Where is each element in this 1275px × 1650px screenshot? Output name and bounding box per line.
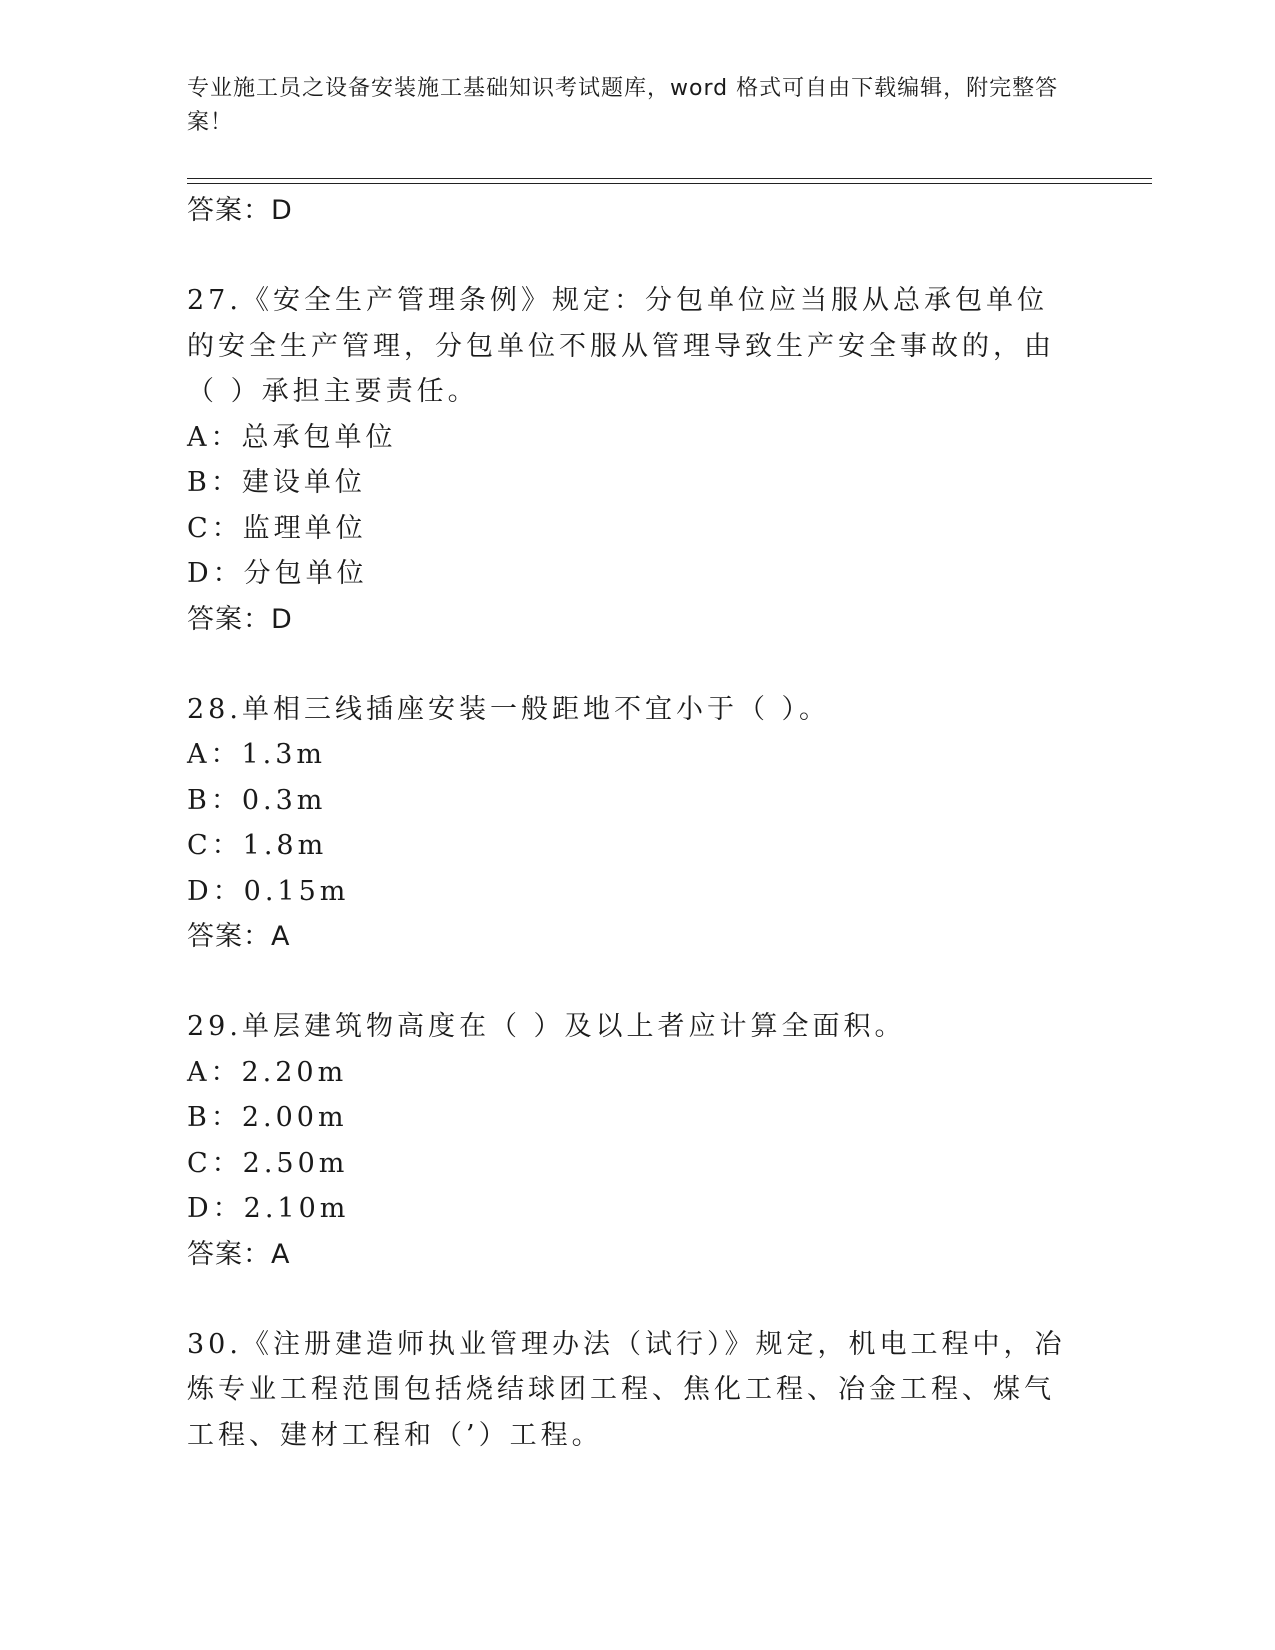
option-c: C：监理单位 — [187, 512, 367, 544]
option-a: A：1.3m — [187, 739, 327, 770]
answer-line: 答案：A — [187, 921, 291, 952]
header-rule-bottom — [187, 183, 1152, 184]
option-b: B：0.3m — [187, 784, 327, 816]
page-header: 专业施工员之设备安装施工基础知识考试题库，word 格式可自由下载编辑，附完整答案！ — [187, 76, 1059, 135]
option-d: D：分包单位 — [187, 558, 368, 589]
option-c: C：2.50m — [187, 1147, 349, 1179]
answer-line: 答案：D — [187, 603, 293, 635]
question-item — [187, 1004, 1087, 1278]
question-stem: 27.《安全生产管理条例》规定：分包单位应当服从总承包单位的安全生产管理，分包单位不服从管理导致生产安全事故的，由（ ）承担主要责任。 — [187, 285, 1055, 407]
answer-line: 答案：A — [187, 1238, 291, 1270]
option-b: B：2.00m — [187, 1102, 348, 1133]
option-a: A：2.20m — [187, 1056, 348, 1088]
header-rule-top — [187, 178, 1152, 179]
question-list — [187, 188, 1087, 1458]
question-stem: 28.单相三线插座安装一般距地不宜小于（ ）。 — [187, 693, 831, 725]
option-b: B：建设单位 — [187, 467, 366, 498]
question-item — [187, 687, 1087, 961]
question-item — [187, 278, 1087, 643]
question-stem: 30.《注册建造师执业管理办法（试行）》规定，机电工程中，冶炼专业工程范围包括烧结球团工程、焦化工程、冶金工程、煤气工程、建材工程和（’）工程。 — [187, 1328, 1066, 1451]
option-c: C：1.8m — [187, 830, 328, 861]
option-d: D：2.10m — [187, 1193, 350, 1224]
question-item — [187, 1322, 1087, 1459]
question-stem: 29.单层建筑物高度在（ ）及以上者应计算全面积。 — [187, 1011, 906, 1042]
option-d: D：0.15m — [187, 875, 350, 907]
answer-line: 答案：D — [187, 195, 293, 226]
option-a: A：总承包单位 — [187, 421, 397, 453]
